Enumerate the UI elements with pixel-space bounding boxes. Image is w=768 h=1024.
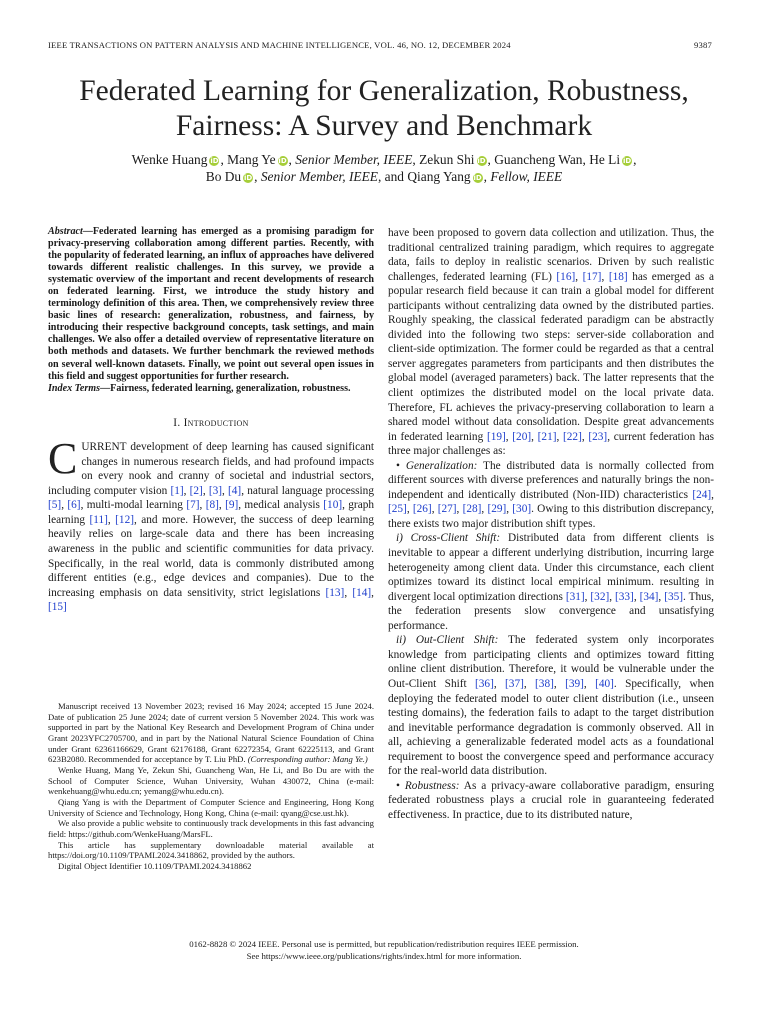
author-list: Wenke Huang iD , Mang Ye iD , Senior Member, IEEE, Zekun Shi iD , Guancheng Wan, He Li iD , Bo Du iD , Senior Member, IEEE, and Qiang Yang iD , Fellow, IEEE [131, 152, 637, 184]
author-name: Zekun Shi [419, 152, 475, 167]
citation-link[interactable]: [20] [512, 430, 532, 443]
body-text: . Thus, the federation presents slow convergence and unsatisfying performance. [388, 590, 714, 632]
author-conjunction: and [384, 169, 405, 184]
citation-link[interactable]: [12] [115, 513, 134, 526]
author-name: He Li [589, 152, 621, 167]
body-text: has emerged as a popular research field because it can train a global model for different participants without centralizing data owned by the distributed parties. Roughly speaking, the classical federated paradigm can be abstractly divided into the following two steps: server-side collaboration and client-side optimization. The former could be regarded as that a central server aggregates parameters from participants and then distributes the global model (averaged parameters) back. The latter represents that the client optimizes the distributed model on the local private data. Therefore, FL achieves the privacy-preserving collaboration to learn a shared model without data consolidation. Despite great advancements in federated learning [388, 270, 714, 443]
body-text: , multi-modal learning [80, 499, 187, 512]
orcid-icon[interactable]: iD [477, 157, 486, 165]
body-text: , natural language processing [241, 484, 374, 497]
orcid-icon[interactable]: iD [244, 174, 253, 182]
orcid-icon[interactable]: iD [210, 157, 219, 165]
intro-paragraph: CURRENT development of deep learning has caused significant changes in numerous research fields, and had profound impacts on every nook and cranny of societal and industrial sectors, including computer vision [1], [2], [3], [4], natural language processing [5], [6], multi-modal learning [7], [8], [9], medical analysis [10], graph learning [11], [12], and more. However, the success of deep learning heavily relies on large-scale data and there has been increasing awareness in the public and scientific communities for data privacy. Specifically, in the real world, data is commonly distributed among different entities (e.g., edge devices and companies). Due to the increasing emphasis on data sensitivity, strict legislations [13], [14], [15] [48, 434, 375, 614]
footnote-doi: Digital Object Identifier 10.1109/TPAMI.2024.3418862 [58, 860, 252, 871]
body-text: , current federation has three major challenges as: [388, 430, 714, 458]
citation-link[interactable]: [39] [565, 677, 584, 690]
body-text: The distributed data is normally collected from different sources with diverse preferences and naturally brings the non-independent and identically distributed (Non-IID) characteristics [388, 459, 714, 501]
citation-link[interactable]: [31] [565, 590, 585, 603]
footnote-text: Manuscript received 13 November 2023; revised 16 May 2024; accepted 15 June 2024. Date of publication 25 June 2024; date of current version 5 November 2024. This work was supported in part by the National Key Research and Development Program of China under Grant 2023YFC2705700, and in part by the National Natural Science Foundation of China under Grant 62361166629, Grant 62176188, Grant 62272354, Grant 62225113, and Grant 623B2080. Recommended for acceptance by T. Liu PhD. [48, 701, 374, 765]
page-number: 9387 [694, 40, 712, 50]
citation-link[interactable]: [1] [170, 484, 184, 497]
citation-link[interactable]: [9] [225, 499, 239, 512]
citation-link[interactable]: [28] [462, 503, 482, 516]
bullet-label: Generalization: [405, 459, 478, 472]
copyright-notice [48, 939, 720, 962]
citation-link[interactable]: [37] [505, 677, 524, 690]
citation-link[interactable]: [23] [588, 430, 608, 443]
citation-link[interactable]: [16] [556, 270, 576, 283]
citation-link[interactable]: [3] [208, 484, 223, 497]
paper-title [30, 74, 738, 144]
subsection-label: i) Cross-Client Shift: [396, 532, 501, 545]
author-name: Mang Ye [227, 152, 276, 167]
footnotes [48, 701, 374, 872]
out-client-paragraph: ii) Out-Client Shift: The federated system only incorporates knowledge from participating clients and optimizes toward fitting online client distribution. Therefore, it would be vulnerable under the Out-Client Shift [36], [37], [38], [39], [40]. Specifically, when deploying the federated model to outer client distribution (i.e., unseen testing domains), the federation fails to adapt to the target distribution and inevitable performance degradation is commonly observed. All in all, achieving a generalizable federated model acts as a foundational requirement to boost the convergence speed and performance accuracy for the real-world data distribution. [388, 634, 714, 778]
left-column [48, 226, 374, 615]
citation-link[interactable]: [10] [323, 499, 343, 512]
citation-link[interactable]: [24] [692, 488, 712, 501]
body-text: have been proposed to govern data collection and utilization. Thus, the traditional centralized training paradigm, which requires to aggregate data, fails to deploy in realistic scenarios. Driven by such realistic challenges, federated learning (FL) [388, 227, 714, 283]
right-column [388, 226, 714, 822]
author-role: Senior Member, IEEE [295, 152, 413, 167]
author-name: Bo Du [205, 169, 242, 184]
citation-link[interactable]: [11] [89, 513, 108, 526]
author-name: Guancheng Wan [494, 152, 583, 167]
copyright-line: 0162-8828 © 2024 IEEE. Personal use is permitted, but republication/redistribution requires IEEE permission. [189, 939, 579, 949]
body-paragraph: have been proposed to govern data collection and utilization. Thus, the traditional centralized training paradigm, which requires to aggregate data, fails to deploy in realistic scenarios. Driven by such realistic challenges, federated learning (FL) [16], [17], [18] has emerged as a popular research field because it can train a global model for different participants without centralizing data owned by the distributed parties. Roughly speaking, the classical federated paradigm can be abstractly divided into the following two steps: server-side collaboration and client-side optimization. The former could be regarded as that a central server aggregates parameters from participants and then distributes the global model (averaged parameters) back. The latter represents that the client optimizes the distributed model on the local private data. Therefore, FL achieves the privacy-preserving collaboration to learn a shared model without data consolidation. Despite great advancements in federated learning [19], [20], [21], [22], [23], current federation has three major challenges as: [388, 227, 714, 458]
title-line-1: Federated Learning for Generalization, Robustness, [79, 75, 689, 107]
body-text: URRENT development of deep learning has caused significant changes in numerous research fields, and had profound impacts on every nook and cranny of societal and industrial sectors, including computer vision [48, 441, 374, 497]
citation-link[interactable]: [8] [205, 499, 219, 512]
generalization-paragraph: • Generalization: The distributed data is normally collected from different sources with diverse preferences and naturally brings the non-independent and identically distributed (Non-IID) characteristics [24], [25], [26], [27], [28], [29], [30]. Owing to this distribution discrepancy, there exists two major distribution shift types. [388, 459, 714, 530]
citation-link[interactable]: [7] [186, 499, 200, 512]
index-terms-text: —Fairness, federated learning, generalization, robustness. [100, 382, 351, 394]
drop-cap: C [48, 434, 78, 484]
corresponding-author: (Corresponding author: Mang Ye.) [247, 754, 368, 765]
rights-line: See https://www.ieee.org/publications/rights/index.html for more information. [246, 950, 522, 961]
abstract-text: —Federated learning has emerged as a promising paradigm for privacy-preserving collaboration among different parties. Recently, with the popularity of federated learning, an influx of approaches have delivered towards different realistic challenges. In this survey, we provide a systematic overview of the important and recent developments of research on federated learning. First, we introduce the study history and terminology definition of this area. Then, we comprehensively review three basic lines of research: generalization, robustness, and fairness, by introducing their respective background concepts, task settings, and main challenges. We also offer a detailed overview of representative literature on both methods and datasets. We further benchmark the reviewed methods on several well-known datasets. Finally, we point out several open issues in this field and suggest opportunities for further research. [48, 226, 374, 382]
citation-link[interactable]: [13] [325, 586, 345, 599]
orcid-icon[interactable]: iD [278, 157, 287, 165]
citation-link[interactable]: [30] [512, 503, 532, 516]
bullet-label: Robustness: [404, 779, 460, 792]
author-name: Wenke Huang [131, 152, 208, 167]
citation-link[interactable]: [15] [48, 601, 67, 614]
citation-link[interactable]: [40] [595, 677, 614, 690]
citation-link[interactable]: [29] [487, 503, 507, 516]
footnote-affiliation: Qiang Yang is with the Department of Computer Science and Engineering, Hong Kong University of Science and Technology, Hong Kong, China (e-mail: qyang@cse.ust.hk). [48, 796, 374, 818]
citation-link[interactable]: [38] [535, 677, 554, 690]
body-text: , graph learning [48, 499, 375, 526]
citation-link[interactable]: [19] [486, 430, 506, 443]
citation-link[interactable]: [4] [228, 484, 242, 497]
running-head [48, 40, 712, 50]
orcid-icon[interactable]: iD [622, 157, 632, 165]
citation-link[interactable]: [6] [67, 499, 81, 512]
citation-link[interactable]: [18] [608, 270, 628, 283]
journal-name: IEEE TRANSACTIONS ON PATTERN ANALYSIS AND MACHINE INTELLIGENCE, VOL. 46, NO. 12, DECEMBER 2024 [48, 40, 511, 50]
citation-link[interactable]: [17] [582, 270, 602, 283]
section-title: Introduction [183, 416, 249, 429]
citation-link[interactable]: [33] [615, 590, 634, 603]
citation-link[interactable]: [2] [189, 484, 203, 497]
robustness-paragraph: • Robustness: As a privacy-aware collaborative paradigm, ensuring federated robustness plays a crucial role in guaranteeing federated effectiveness. In practice, due to its distributed nature, [388, 779, 714, 821]
index-terms [48, 383, 374, 395]
section-number: I. [173, 416, 184, 429]
footnote-supplementary: This article has supplementary downloadable material available at https://doi.org/10.1109/TPAMI.2024.3418862, provided by the authors. [48, 839, 374, 861]
section-heading [48, 416, 374, 431]
author-name: Qiang Yang [407, 169, 471, 184]
orcid-icon[interactable]: iD [473, 174, 482, 182]
abstract-lead: Abstract [48, 226, 83, 237]
footnote-affiliation: Wenke Huang, Mang Ye, Zekun Shi, Guancheng Wan, He Li, and Bo Du are with the School of Computer Science, Wuhan University, Wuhan 430072, China (e-mail: wenkehuang@whu.edu.cn; yemang@whu.edu.cn). [48, 764, 374, 797]
author-role: Senior Member, IEEE [260, 169, 378, 184]
body-text: The federated system only incorporates knowledge from participating clients and optimizes toward fitting online client distribution. Therefore, it would be vulnerable under the Out-Client Shift [388, 634, 714, 690]
citation-link[interactable]: [32] [590, 590, 610, 603]
author-role: Fellow, IEEE [490, 169, 563, 184]
citation-link[interactable]: [21] [537, 430, 557, 443]
cross-client-paragraph: i) Cross-Client Shift: Distributed data from different clients is inevitable to appear a different underlying distribution, incurring large heterogeneity among client data. Under this circumstance, each client optimizes toward its distinct local empirical minimum. resulting in divergent local optimization directions [31], [32], [33], [34], [35]. Thus, the federation presents slow convergence and unsatisfying performance. [388, 532, 714, 632]
body-text: As a privacy-aware collaborative paradigm, ensuring federated robustness plays a crucial role in guaranteeing federated effectiveness. In practice, due to its distributed nature, [388, 779, 714, 821]
body-text: Distributed data from different clients is inevitable to appear a different underlying distribution, incurring large heterogeneity among client data. Under this circumstance, each client optimizes toward its distinct local empirical minimum. resulting in divergent local optimization directions [388, 532, 714, 603]
citation-link[interactable]: [25] [388, 503, 407, 516]
index-terms-lead: Index Terms [48, 382, 101, 394]
body-text: , and more. However, the success of deep learning heavily relies on large-scale data and there has been increasing awareness in the public and scientific communities for data privacy. Specifically, in the real world, data is commonly distributed among different entities (e.g., edge devices and companies). Due to the increasing emphasis on data sensitivity, strict legislations [48, 513, 374, 599]
subsection-label: ii) Out-Client Shift: [396, 634, 499, 647]
citation-link[interactable]: [36] [475, 677, 494, 690]
citation-link[interactable]: [14] [352, 586, 372, 599]
body-text: , medical analysis [238, 499, 324, 512]
citation-link[interactable]: [5] [48, 499, 62, 512]
citation-link[interactable]: [27] [437, 503, 457, 516]
footnote-manuscript [48, 701, 374, 765]
citation-link[interactable]: [34] [639, 590, 659, 603]
citation-link[interactable]: [35] [664, 590, 684, 603]
abstract [48, 226, 374, 383]
body-text: . Specifically, when deploying the federated model to outer client distribution (i.e., unseen testing domains), the federation fails to adapt to the target distribution and inevitable performance degradation is commonly observed. All in all, achieving a generalizable federated model acts as a foundational requirement to boost the convergence speed and performance accuracy for the real-world data distribution. [388, 677, 714, 778]
body-text: . Owing to this distribution discrepancy, there exists two major distribution shift types. [388, 503, 714, 530]
citation-link[interactable]: [22] [563, 430, 582, 443]
footnote-website: We also provide a public website to continuously track developments in this fast advancing field: https://github.com/WenkeHuang/MarsFL. [48, 818, 374, 839]
title-line-2: Fairness: A Survey and Benchmark [175, 110, 593, 142]
citation-link[interactable]: [26] [412, 503, 432, 516]
